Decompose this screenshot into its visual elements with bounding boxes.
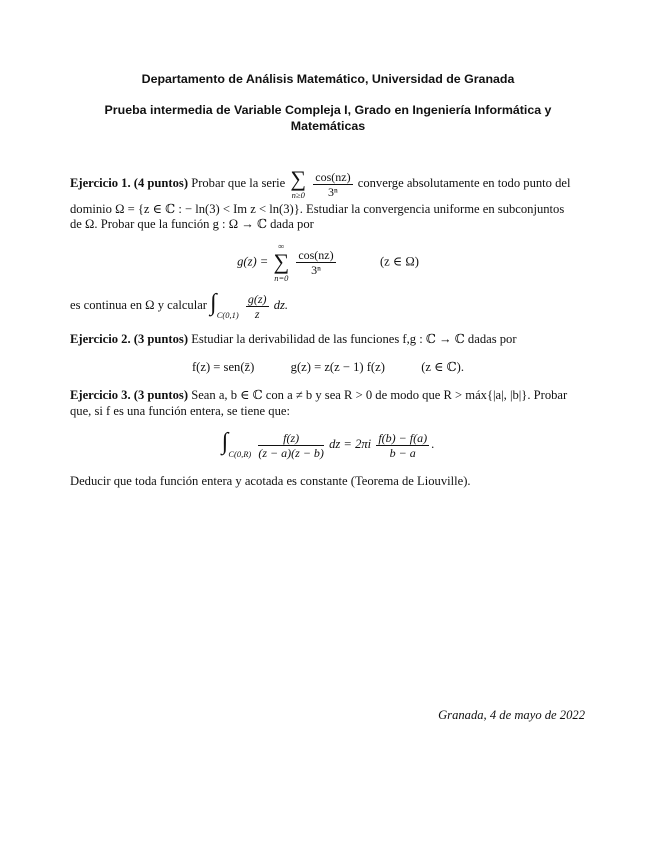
ej3-conclusion: Deducir que toda función entera y acotada es constante (Teorema de Liouville). xyxy=(70,474,471,488)
ej1-text-after: converge absolutamente en todo punto del xyxy=(357,176,571,190)
ej2-points: (3 puntos) xyxy=(133,332,189,346)
ej3-integral: $\int_{C(0,R)}$ xyxy=(221,428,252,459)
ej2-line1 xyxy=(70,330,586,348)
exam-title: Prueba intermedia de Variable Compleja I, Grado en Ingeniería Informática y Matemáticas xyxy=(104,103,552,133)
ej1-label: Ejercicio 1. xyxy=(70,176,131,190)
ej1-series-frac xyxy=(313,170,352,199)
ej1-int-sub: C(0,1) xyxy=(216,309,239,320)
ej2-label: Ejercicio 2. xyxy=(70,332,131,346)
ej3-mid: dz = 2πi xyxy=(329,437,372,451)
ej1-line1 xyxy=(70,163,586,203)
ej3-line2: que, si f es una función entera, se tiene que: xyxy=(70,404,290,418)
ej1-line2: dominio Ω = {z ∈ ℂ : − ln(3) < Im z < ln(3)}. Estudiar la convergencia uniforme en subconjuntos xyxy=(70,202,565,216)
ej2-text: Estudiar la derivabilidad de las funciones f,g : ℂ → ℂ dadas por xyxy=(191,332,517,346)
department-heading: Departamento de Análisis Matemático, Universidad de Granada xyxy=(141,72,515,86)
ej1-disp-sup: ∞ xyxy=(278,241,285,251)
ej2-disp-g: g(z) = z(z − 1) f(z) xyxy=(290,360,385,374)
ej1-int-den: z xyxy=(254,306,260,321)
ej1-series-num: cos(nz) xyxy=(315,169,351,184)
ej1-integral: $\int_{C(0,1)}$ xyxy=(210,289,239,320)
ej1-int-dz: dz. xyxy=(273,298,289,312)
ej3-lhs-num: f(z) xyxy=(258,431,324,446)
ej3-label: Ejercicio 3. xyxy=(70,388,131,402)
ej1-disp-num: cos(nz) xyxy=(298,248,334,262)
ej3-rhs-num: f(b) − f(a) xyxy=(378,430,428,445)
ej1-disp-lhs: g(z) = xyxy=(237,254,269,269)
ej1-int-num: g(z) xyxy=(247,291,267,306)
ej1-sum-sub: n≥0 xyxy=(291,190,305,201)
ej3-points: (3 puntos) xyxy=(133,388,189,402)
ej1-line3: de Ω. Probar que la función g : Ω → ℂ dada por xyxy=(70,217,314,231)
ej1-disp-frac xyxy=(296,248,335,277)
ej2-display xyxy=(70,358,586,376)
ej1-disp-sub: n=0 xyxy=(274,273,289,283)
ej3-lhs-den: (z − a)(z − b) xyxy=(258,445,324,460)
ej1-line-last xyxy=(70,287,586,325)
ej2-disp-cond: (z ∈ ℂ). xyxy=(421,360,464,374)
ej1-disp-den: 3ⁿ xyxy=(311,263,321,277)
ej1-disp-cond: (z ∈ Ω) xyxy=(379,254,419,269)
ej1-series-den: 3ⁿ xyxy=(328,184,338,199)
ej1-sum: ∑ n≥0 xyxy=(290,166,307,201)
ej3-text1: Sean a, b ∈ ℂ con a ≠ b y sea R > 0 de modo que R > máx{|a|, |b|}. Probar xyxy=(191,388,568,402)
ej1-points: (4 puntos) xyxy=(133,176,189,190)
ej1-intro: Probar que la serie xyxy=(191,176,286,190)
ej3-end: . xyxy=(431,437,435,451)
ej2-disp-f: f(z) = sen(z̄) xyxy=(191,360,255,374)
ej3-lhs-frac xyxy=(258,431,324,460)
ej3-rhs-den: b − a xyxy=(389,445,416,460)
footer-date: Granada, 4 de mayo de 2022 xyxy=(438,708,585,722)
ej1-int-frac xyxy=(246,292,269,321)
ej1-display xyxy=(70,242,586,283)
ej1-last-pre: es continua en Ω y calcular xyxy=(70,298,207,312)
ej1-disp-sum: ∞ ∑ n=0 xyxy=(273,241,290,283)
ej3-display xyxy=(70,424,586,466)
ej3-int-sub: C(0,R) xyxy=(228,448,252,459)
ej3-rhs-frac xyxy=(376,431,429,460)
